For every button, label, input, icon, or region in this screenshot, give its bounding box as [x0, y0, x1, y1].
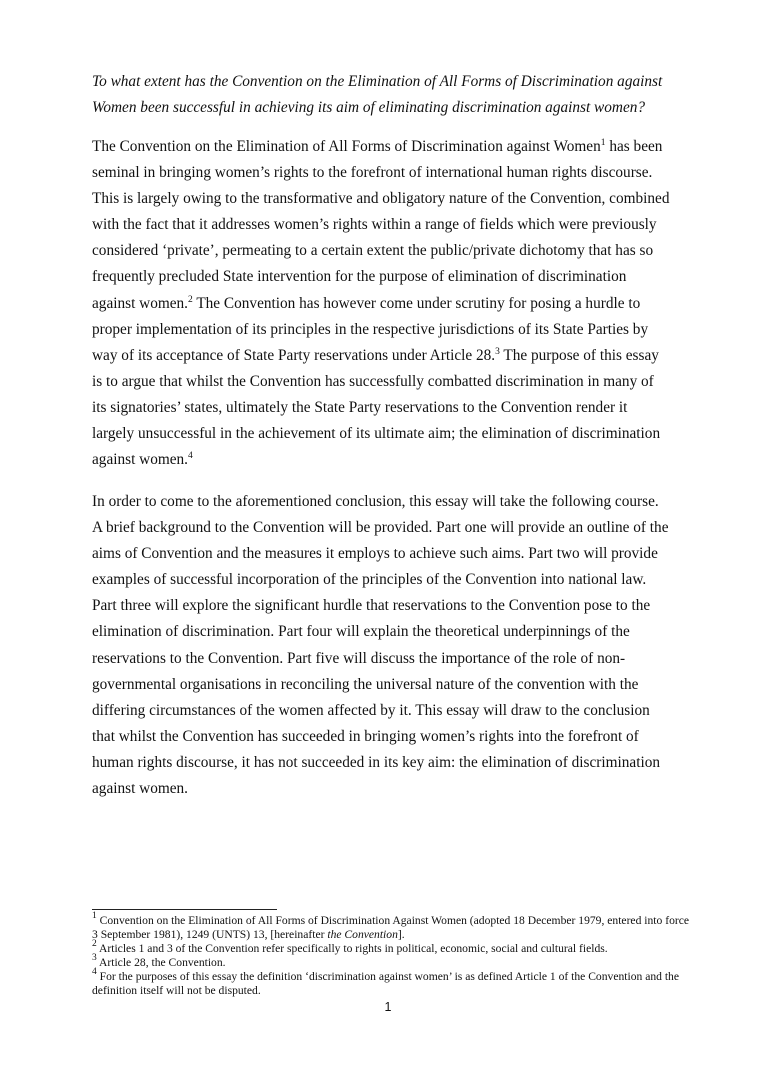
page-number: 1	[384, 1000, 392, 1014]
footnotes	[92, 911, 692, 997]
footnote-number: 3	[92, 952, 97, 963]
footnote-number: 4	[92, 966, 97, 977]
footnote-separator	[92, 909, 277, 910]
footnote-reference[interactable]: 4	[188, 451, 193, 462]
footnote-text: Convention on the Elimination of All Forms of Discrimination Against Women (adopted 18 December 1979, entered into force 3 September 1981), 1249 (UNTS) 13, [hereinafter	[92, 914, 690, 941]
footnote	[92, 911, 692, 942]
footnote-text: Article 28, the Convention.	[96, 955, 226, 969]
paragraph-outline: In order to come to the aforementioned conclusion, this essay will take the following course. A brief background to the Convention will be provided. Part one will provide an outline of the aims of Convention and the measures it employs to achieve such aims. Part two will provide examples of successful incorporation of the principles of the Convention into national law. Part three will explore the significant hurdle that reservations to the Convention pose to the elimination of discrimination. Part four will explain the theoretical underpinnings of the reservations to the Convention. Part five will discuss the importance of the role of non- governmental organisations in reconciling the universal nature of the convention with the differing circumstances of the women affected by it. This essay will draw to the conclusion that whilst the Convention has succeeded in bringing women’s rights into the forefront of human rights discourse, it has not succeeded in its key aim: the elimination of discrimination against women.	[92, 493, 669, 798]
footnote-text-italic: the Convention	[327, 927, 398, 941]
footnote-reference[interactable]: 3	[495, 346, 500, 357]
footnote-number: 1	[92, 911, 97, 921]
footnote-text: For the purposes of this essay the definition ‘discrimination against women’ is as defined Article 1 of the Convention and the definition itself will not be disputed.	[92, 969, 680, 997]
paragraph-text: has been seminal in bringing women’s rights to the forefront of international human rights discourse. This is largely owing to the transformative and obligatory nature of the Convention, combined with the fact that it addresses women’s rights within a range of fields which were previously considered ‘private’, permeating to a certain extent the public/private dichotomy that has so frequently precluded State intervention for the purpose of elimination of discrimination against women.	[92, 138, 670, 312]
footnote	[92, 938, 692, 956]
paragraph-text: The Convention on the Elimination of All Forms of Discrimination against Women	[92, 138, 601, 155]
footnote	[92, 966, 692, 998]
paragraph-introduction	[92, 134, 692, 473]
paragraph-text: The Convention has however come under scrutiny for posing a hurdle to proper implementation of its principles in the respective jurisdictions of its State Parties by way of its acceptance of State Party reservations under Article 28.	[92, 294, 649, 364]
footnote-text: ].	[397, 927, 405, 941]
footnote-number: 2	[92, 938, 97, 949]
footnote-reference[interactable]: 2	[188, 294, 193, 305]
footnote-text: Articles 1 and 3 of the Convention refer specifically to rights in political, economic, social and cultural fields.	[96, 941, 608, 955]
footnote	[92, 952, 692, 970]
essay-question: To what extent has the Convention on the Elimination of All Forms of Discrimination against Women been successful in achieving its aim of eliminating discrimination against women?	[92, 73, 663, 116]
footnote-reference[interactable]: 1	[600, 138, 606, 148]
paragraph-text: The purpose of this essay is to argue that whilst the Convention has successfully combatted discrimination in many of its signatories’ states, ultimately the State Party reservations to the Convention render it largely unsuccessful in the achievement of its ultimate aim; the elimination of discrimination against women.	[92, 346, 661, 469]
